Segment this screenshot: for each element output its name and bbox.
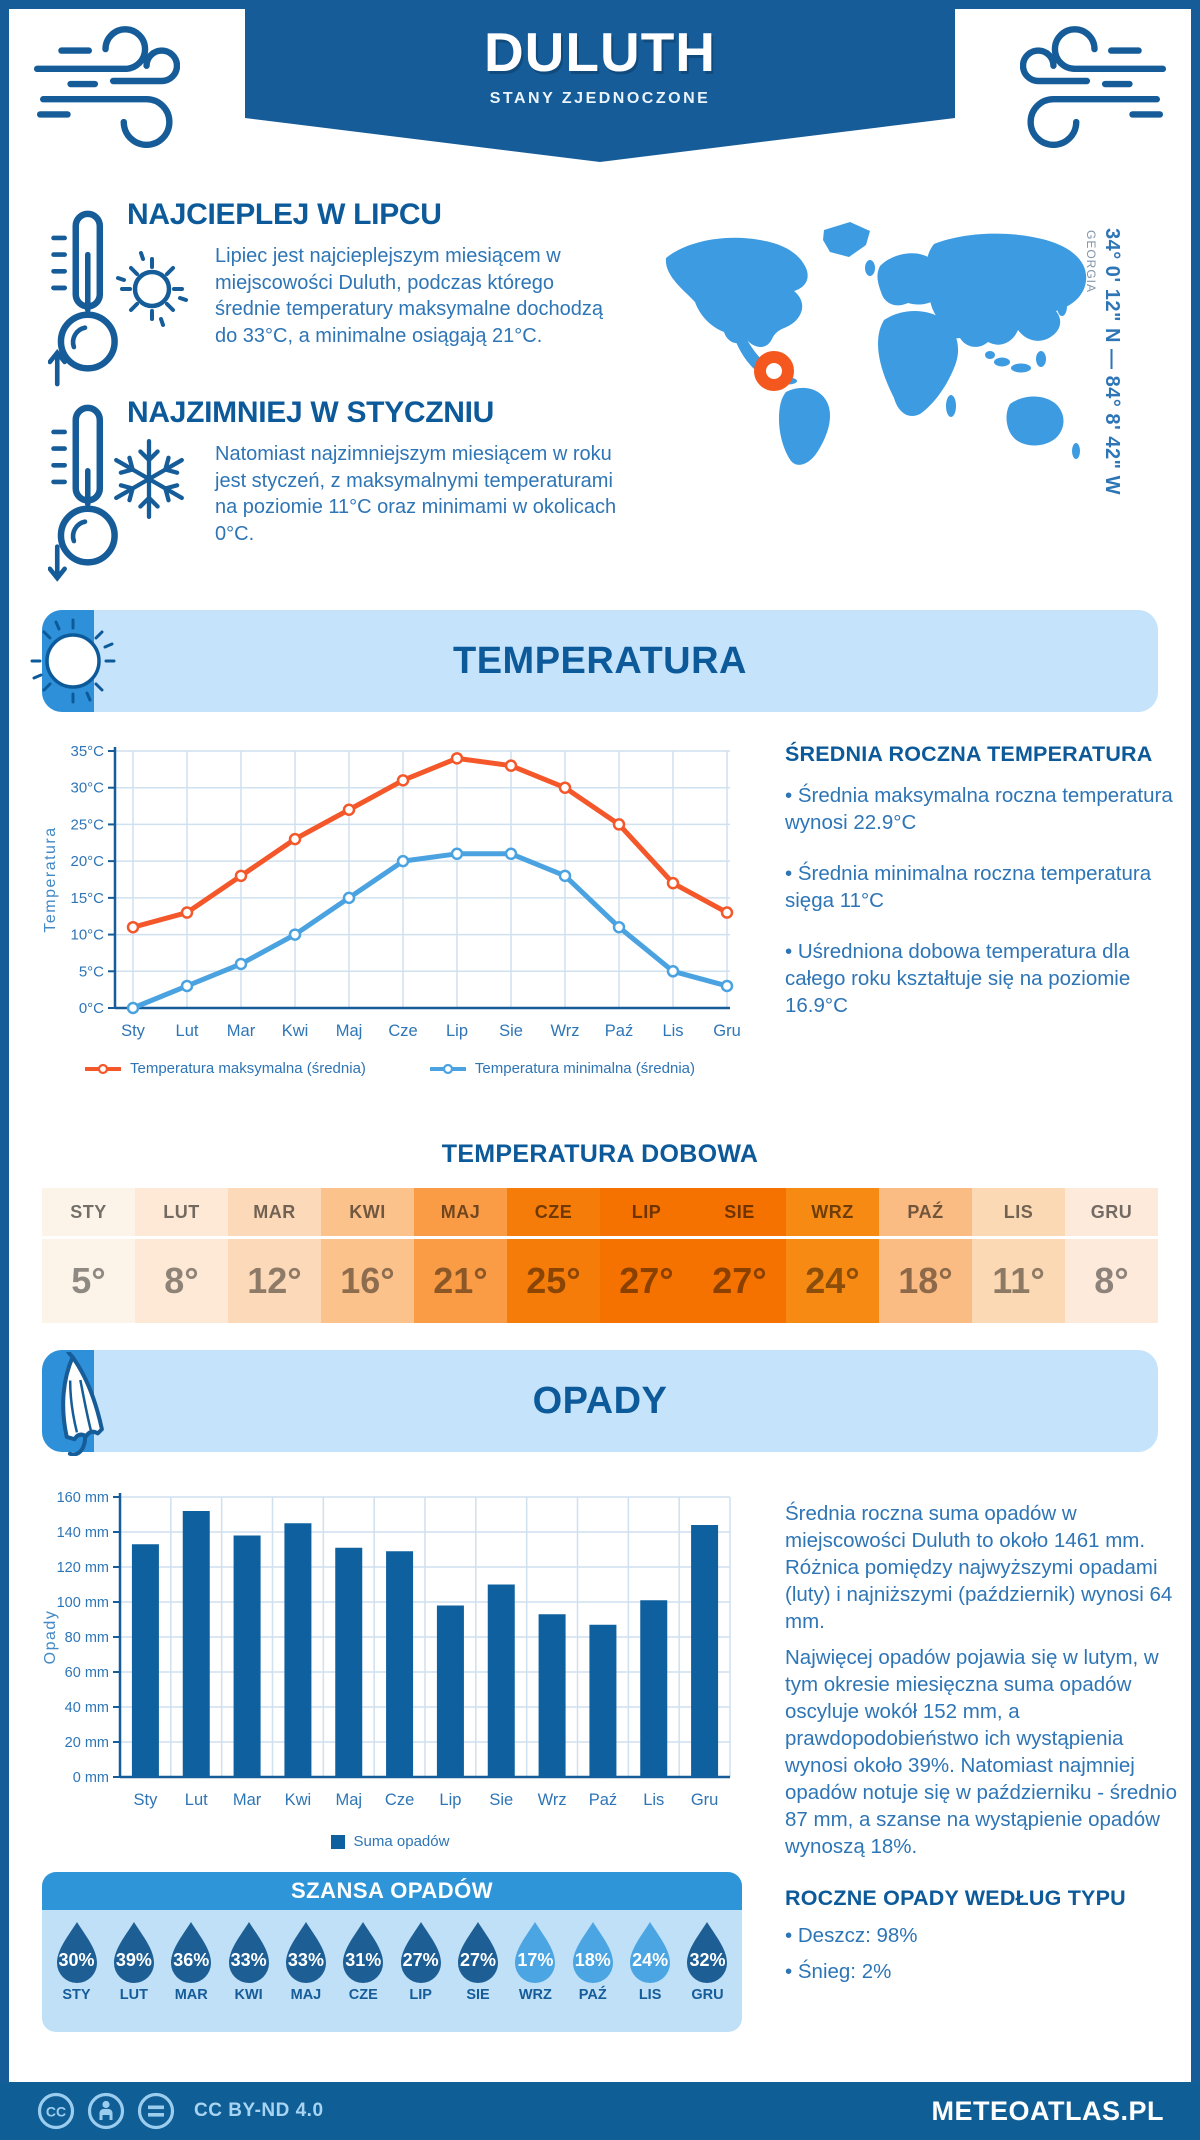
map-region-label: GEORGIA bbox=[1084, 230, 1098, 294]
svg-text:Sty: Sty bbox=[133, 1791, 158, 1809]
rain-chance-item bbox=[451, 1920, 506, 2032]
svg-text:Cze: Cze bbox=[384, 1791, 415, 1809]
svg-text:Maj: Maj bbox=[335, 1791, 363, 1809]
daily-temp-value-cell: 8° bbox=[1065, 1239, 1158, 1323]
svg-text:Cze: Cze bbox=[388, 1022, 418, 1040]
daily-temp-month-cell: LIP bbox=[600, 1188, 693, 1236]
svg-text:Maj: Maj bbox=[335, 1022, 363, 1040]
precip-type-bullet: • Deszcz: 98% bbox=[785, 1922, 1177, 1949]
svg-text:140 mm: 140 mm bbox=[56, 1525, 109, 1541]
annual-temp-bullet: • Średnia maksymalna roczna temperatura wynosi 22.9°C bbox=[785, 782, 1177, 836]
page-title: DULUTH bbox=[483, 21, 717, 83]
wind-icon bbox=[28, 14, 180, 148]
banner-chevron bbox=[245, 118, 955, 162]
svg-text:CC: CC bbox=[45, 2103, 67, 2120]
section-temperature-title: TEMPERATURA bbox=[452, 639, 747, 682]
svg-text:60 mm: 60 mm bbox=[64, 1665, 109, 1681]
daily-temp-value-cell: 8° bbox=[135, 1239, 228, 1323]
annual-temp-bullet: • Uśredniona dobowa temperatura dla całego roku kształtuje się na poziomie 16.9°C bbox=[785, 938, 1177, 1019]
daily-temp-value-cell: 25° bbox=[507, 1239, 600, 1323]
legend-item: Temperatura maksymalna (średnia) bbox=[85, 1060, 366, 1077]
rain-chance-item bbox=[336, 1920, 391, 2032]
site-link[interactable]: METEOATLAS.PL bbox=[931, 2095, 1164, 2126]
footer bbox=[0, 2082, 1200, 2140]
license-text: CC BY-ND 4.0 bbox=[194, 2100, 324, 2121]
svg-text:0 mm: 0 mm bbox=[72, 1770, 109, 1786]
daily-temperature-heading: TEMPERATURA DOBOWA bbox=[441, 1140, 759, 1168]
rain-chance-value: 32% bbox=[689, 1950, 726, 1970]
svg-text:10°C: 10°C bbox=[70, 926, 104, 944]
svg-text:Sie: Sie bbox=[489, 1791, 514, 1809]
daily-temp-month-cell: KWI bbox=[321, 1188, 414, 1236]
svg-text:Wrz: Wrz bbox=[550, 1022, 580, 1040]
daily-temp-value-cell: 24° bbox=[786, 1239, 879, 1323]
rain-chance-value: 27% bbox=[402, 1950, 439, 1970]
rain-chance-value: 39% bbox=[115, 1950, 152, 1970]
svg-text:Gru: Gru bbox=[690, 1791, 719, 1809]
rain-chance-item bbox=[393, 1920, 448, 2032]
rain-chance-value: 36% bbox=[173, 1950, 210, 1970]
svg-text:Sie: Sie bbox=[499, 1022, 523, 1040]
rain-chance-item bbox=[49, 1920, 104, 2032]
svg-text:Wrz: Wrz bbox=[537, 1791, 567, 1809]
rain-chance-month: STY bbox=[62, 1987, 91, 2003]
svg-text:Mar: Mar bbox=[226, 1022, 256, 1040]
wind-icon bbox=[1020, 14, 1172, 148]
rain-chance-month: LIS bbox=[638, 1987, 662, 2003]
highlight-cold-text: Natomiast najzimniejszym miesiącem w roku jest styczeń, z maksymalnymi temperaturami na poziomie 11°C oraz minimami w okolicach 0°C. bbox=[215, 443, 617, 545]
svg-text:Lis: Lis bbox=[643, 1791, 665, 1809]
highlight-warm-text: Lipiec jest najcieplejszym miesiącem w miejscowości Duluth, podczas którego średnie temperatury maksymalne dochodzą do 33°C, a minimalne osiągają 21°C. bbox=[215, 245, 603, 347]
precipitation-bar-chart bbox=[35, 1475, 745, 1842]
rain-chance-value: 18% bbox=[574, 1950, 611, 1970]
svg-text:Temperatura: Temperatura bbox=[42, 826, 59, 933]
daily-temp-month-cell: GRU bbox=[1065, 1188, 1158, 1236]
temperature-line-chart-svg bbox=[35, 733, 745, 1058]
precipitation-type-bullets bbox=[785, 1922, 1177, 1994]
svg-text:40 mm: 40 mm bbox=[64, 1700, 109, 1716]
rain-chance-month: LUT bbox=[119, 1987, 148, 2003]
svg-text:Lip: Lip bbox=[439, 1791, 462, 1809]
license-badge[interactable] bbox=[36, 2091, 324, 2131]
daily-temp-month-cell: SIE bbox=[693, 1188, 786, 1236]
rain-chance-item bbox=[680, 1920, 735, 2032]
section-precipitation-title: OPADY bbox=[532, 1379, 668, 1422]
rain-chance-value: 27% bbox=[460, 1950, 497, 1970]
rain-chance-value: 31% bbox=[345, 1950, 382, 1970]
highlight-warm-title: NAJCIEPLEJ W LIPCU bbox=[127, 198, 442, 231]
daily-temp-month-cell: MAJ bbox=[414, 1188, 507, 1236]
svg-text:Sty: Sty bbox=[121, 1022, 145, 1040]
rain-chance-month: CZE bbox=[348, 1987, 378, 2003]
precipitation-paragraph-1: Średnia roczna suma opadów w miejscowości Duluth to około 1461 mm. Różnica pomiędzy najwyższymi opadami (luty) i najniższymi (październik) wynosi 64 mm. bbox=[785, 1502, 1173, 1634]
rain-chance-item bbox=[278, 1920, 333, 2032]
precipitation-type-heading: ROCZNE OPADY WEDŁUG TYPU bbox=[785, 1886, 1126, 1910]
svg-text:Paź: Paź bbox=[604, 1022, 634, 1040]
rain-chance-month: SIE bbox=[466, 1987, 490, 2003]
cc-icon bbox=[36, 2091, 76, 2131]
section-temperature-band bbox=[42, 610, 1158, 712]
svg-text:Gru: Gru bbox=[713, 1022, 741, 1040]
umbrella-icon bbox=[32, 1352, 118, 1456]
rain-chance-value: 24% bbox=[632, 1950, 669, 1970]
legend-line-marker-icon bbox=[85, 1063, 121, 1075]
rain-chance-month: GRU bbox=[691, 1987, 724, 2003]
rain-chance-panel bbox=[42, 1872, 742, 2032]
rain-chance-item bbox=[565, 1920, 620, 2032]
annual-temp-bullet: • Średnia minimalna roczna temperatura sięga 11°C bbox=[785, 860, 1177, 914]
svg-text:160 mm: 160 mm bbox=[56, 1490, 109, 1506]
page-border-left bbox=[0, 0, 9, 2140]
rain-chance-item bbox=[106, 1920, 161, 2032]
svg-text:30°C: 30°C bbox=[70, 779, 104, 797]
daily-temp-value-cell: 12° bbox=[228, 1239, 321, 1323]
svg-text:120 mm: 120 mm bbox=[56, 1560, 109, 1576]
svg-text:20 mm: 20 mm bbox=[64, 1735, 109, 1751]
svg-text:15°C: 15°C bbox=[70, 889, 104, 907]
annual-temperature-heading: ŚREDNIA ROCZNA TEMPERATURA bbox=[785, 742, 1153, 766]
snowflake-icon bbox=[106, 436, 192, 522]
daily-temp-value-cell: 21° bbox=[414, 1239, 507, 1323]
precipitation-bar-chart-svg bbox=[35, 1475, 745, 1837]
svg-text:Opady: Opady bbox=[42, 1609, 59, 1665]
temperature-line-chart bbox=[35, 733, 745, 1063]
svg-text:Mar: Mar bbox=[232, 1791, 262, 1809]
rain-chance-item bbox=[221, 1920, 276, 2032]
svg-text:Kwi: Kwi bbox=[281, 1022, 309, 1040]
svg-text:Kwi: Kwi bbox=[284, 1791, 312, 1809]
rain-chance-month: WRZ bbox=[518, 1987, 552, 2003]
rain-chance-value: 33% bbox=[287, 1950, 324, 1970]
daily-temp-month-cell: LIS bbox=[972, 1188, 1065, 1236]
daily-temp-value-cell: 5° bbox=[42, 1239, 135, 1323]
rain-chance-item bbox=[164, 1920, 219, 2032]
page-subtitle: STANY ZJEDNOCZONE bbox=[489, 90, 711, 107]
svg-text:Lut: Lut bbox=[184, 1791, 208, 1809]
svg-text:35°C: 35°C bbox=[70, 743, 104, 760]
world-map bbox=[648, 208, 1088, 474]
daily-temp-month-cell: WRZ bbox=[786, 1188, 879, 1236]
no-derivatives-icon bbox=[136, 2091, 176, 2131]
daily-temperature-table bbox=[42, 1188, 1158, 1323]
svg-text:20°C: 20°C bbox=[70, 853, 104, 871]
svg-text:Lut: Lut bbox=[175, 1022, 199, 1040]
svg-text:100 mm: 100 mm bbox=[56, 1595, 109, 1611]
rain-chance-month: LIP bbox=[409, 1987, 432, 2003]
svg-text:Lis: Lis bbox=[662, 1022, 684, 1040]
daily-temp-value-cell: 27° bbox=[600, 1239, 693, 1323]
svg-text:80 mm: 80 mm bbox=[64, 1630, 109, 1646]
page-border-right bbox=[1191, 0, 1200, 2140]
rain-chance-month: KWI bbox=[234, 1987, 263, 2003]
annual-temperature-bullets bbox=[785, 782, 1177, 1043]
daily-temp-month-cell: PAŹ bbox=[879, 1188, 972, 1236]
daily-temp-value-cell: 16° bbox=[321, 1239, 414, 1323]
rain-chance-value: 30% bbox=[58, 1950, 95, 1970]
legend-line-marker-icon bbox=[430, 1063, 466, 1075]
daily-temp-month-cell: STY bbox=[42, 1188, 135, 1236]
svg-text:Lip: Lip bbox=[445, 1022, 469, 1040]
daily-temp-value-cell: 11° bbox=[972, 1239, 1065, 1323]
rain-chance-item bbox=[623, 1920, 678, 2032]
daily-temp-value-cell: 27° bbox=[693, 1239, 786, 1323]
svg-text:5°C: 5°C bbox=[78, 963, 104, 981]
precipitation-chart-legend bbox=[35, 1833, 745, 1850]
temperature-chart-legend bbox=[35, 1060, 745, 1077]
attribution-person-icon bbox=[86, 2091, 126, 2131]
precipitation-paragraph-2: Najwięcej opadów pojawia się w lutym, w tym okresie miesięczna suma opadów oscyluje wokół 152 mm, a prawdopodobieństwo ich wystąpienia wynosi około 39%. Natomiast najmniej opadów notuje się w październiku - średnio 87 mm, a szanse na wystąpienie opadów wynoszą 18%. bbox=[785, 1646, 1178, 1859]
rain-chance-month: MAR bbox=[174, 1987, 208, 2003]
rain-chance-value: 33% bbox=[230, 1950, 267, 1970]
rain-chance-month: MAJ bbox=[290, 1987, 322, 2003]
svg-text:Paź: Paź bbox=[588, 1791, 618, 1809]
svg-text:25°C: 25°C bbox=[70, 816, 104, 834]
sun-icon bbox=[28, 616, 118, 706]
legend-item: Temperatura minimalna (średnia) bbox=[430, 1060, 695, 1077]
sun-icon bbox=[110, 245, 194, 329]
title-banner bbox=[245, 0, 955, 162]
highlight-cold-title: NAJZIMNIEJ W STYCZNIU bbox=[127, 396, 495, 429]
rain-chance-drops bbox=[42, 1910, 742, 2032]
precip-type-bullet: • Śnieg: 2% bbox=[785, 1958, 1177, 1985]
daily-temp-month-cell: LUT bbox=[135, 1188, 228, 1236]
section-precipitation-band bbox=[42, 1350, 1158, 1452]
rain-chance-value: 17% bbox=[517, 1950, 554, 1970]
daily-temp-month-cell: MAR bbox=[228, 1188, 321, 1236]
legend-item: Suma opadów bbox=[331, 1833, 450, 1850]
legend-square-marker-icon bbox=[331, 1835, 345, 1849]
map-coordinates: 34° 0' 12" N — 84° 8' 42" W bbox=[1101, 228, 1123, 495]
rain-chance-item bbox=[508, 1920, 563, 2032]
daily-temp-value-cell: 18° bbox=[879, 1239, 972, 1323]
rain-chance-month: PAŹ bbox=[578, 1987, 607, 2003]
svg-text:0°C: 0°C bbox=[78, 1000, 104, 1017]
daily-temp-month-cell: CZE bbox=[507, 1188, 600, 1236]
rain-chance-heading: SZANSA OPADÓW bbox=[42, 1872, 742, 1910]
